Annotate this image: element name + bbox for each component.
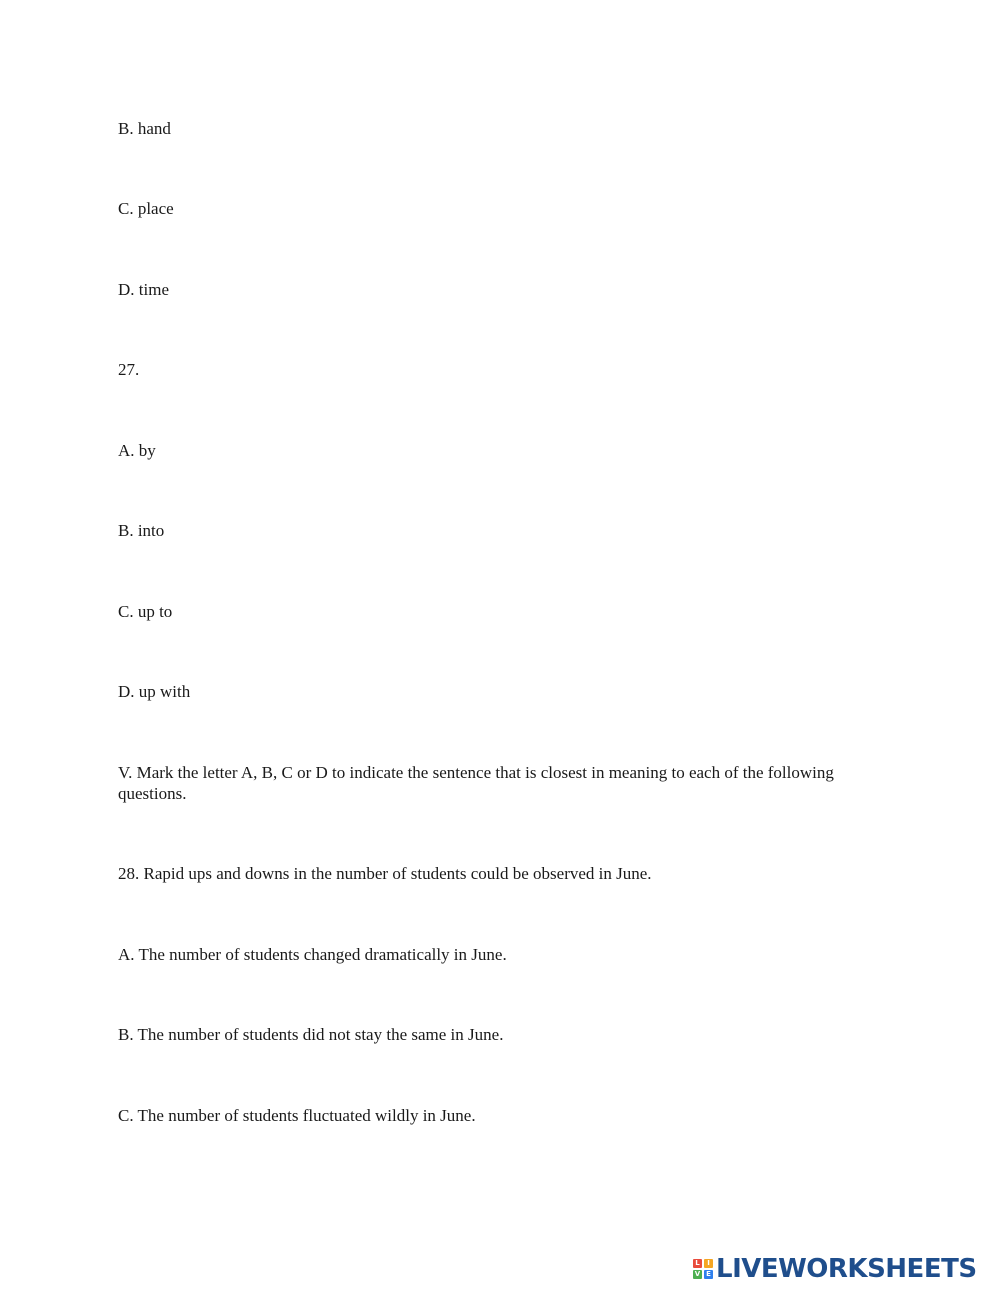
option-a-by: A. by [118, 441, 156, 460]
logo-mark-letter: V [694, 1270, 701, 1278]
logo-mark-letter: L [693, 1259, 702, 1268]
option-d-up-with: D. up with [118, 682, 191, 701]
option-d-time: D. time [118, 280, 169, 299]
option-c-28: C. The number of students fluctuated wildly in June. [118, 1106, 476, 1125]
option-b-into: B. into [118, 521, 165, 540]
option-b-hand: B. hand [118, 119, 171, 138]
option-a-28: A. The number of students changed dramatically in June. [118, 945, 507, 964]
option-c-up-to: C. up to [118, 602, 173, 621]
logo-mark-icon [693, 1259, 713, 1279]
logo-text: LIVEWORKSHEETS [716, 1254, 977, 1284]
logo-mark-letter: I [704, 1259, 713, 1268]
liveworksheets-logo [693, 1254, 977, 1284]
option-c-place: C. place [118, 199, 174, 218]
question-28: 28. Rapid ups and downs in the number of students could be observed in June. [118, 864, 652, 883]
option-b-28: B. The number of students did not stay the same in June. [118, 1025, 504, 1044]
question-27-number: 27. [118, 360, 140, 379]
logo-mark-letter: E [704, 1270, 713, 1279]
section-v-instructions: V. Mark the letter A, B, C or D to indicate the sentence that is closest in meaning to each of the following questions. [118, 763, 834, 803]
